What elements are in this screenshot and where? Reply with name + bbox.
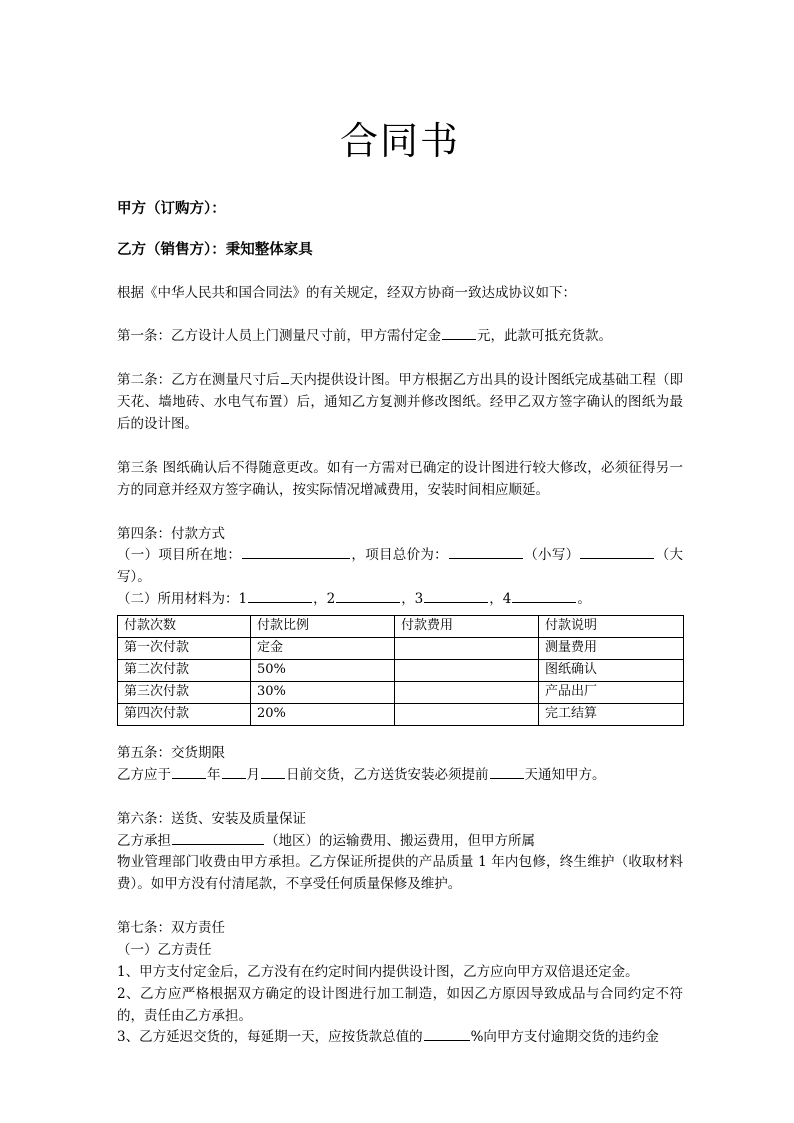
table-cell: 第二次付款 bbox=[118, 659, 251, 681]
materials-end: 。 bbox=[577, 591, 591, 608]
design-days-blank[interactable] bbox=[281, 370, 289, 384]
clause-2-head: 第二条：乙方在测量尺寸后 bbox=[117, 372, 280, 389]
clause-7-item-3 bbox=[117, 1027, 683, 1049]
clause-5-paragraph bbox=[117, 765, 683, 787]
table-cell: 第一次付款 bbox=[118, 637, 251, 659]
table-row bbox=[118, 637, 684, 659]
table-cell: 30% bbox=[251, 681, 395, 703]
preamble-paragraph: 根据《中华人民共和国合同法》的有关规定，经双方协商一致达成协议如下： bbox=[117, 284, 576, 301]
delivery-year-blank[interactable] bbox=[172, 765, 206, 779]
materials-sep-1: ，2 bbox=[313, 591, 336, 608]
table-row bbox=[118, 681, 684, 703]
total-price-words-blank[interactable] bbox=[580, 546, 654, 560]
party-a-line: 甲方（订购方）： bbox=[117, 200, 226, 217]
delivery-month-blank[interactable] bbox=[222, 765, 246, 779]
material-2-blank[interactable] bbox=[336, 589, 400, 603]
penalty-prefix: 3、乙方延迟交货的，每延期一天，应按货款总值的 bbox=[117, 1029, 423, 1046]
table-cell[interactable] bbox=[395, 681, 539, 703]
delivery-prefix: 乙方应于 bbox=[117, 766, 171, 783]
notice-days-blank[interactable] bbox=[490, 765, 524, 779]
clause-5-title: 第五条：交货期限 bbox=[117, 744, 225, 761]
clause-4-title: 第四条：付款方式 bbox=[117, 525, 225, 542]
table-header-cell: 付款次数 bbox=[118, 615, 251, 637]
clause-2-body: 天内提供设计图。甲方根据乙方出具的设计图纸完成基础工程（即天花、墙地砖、水电气布置）后，通知乙方复测并修改图纸。经甲乙双方签字确认的图纸为最后的设计图。 bbox=[117, 372, 684, 432]
table-cell[interactable] bbox=[395, 637, 539, 659]
table-header-cell: 付款比例 bbox=[251, 615, 395, 637]
table-cell: 第三次付款 bbox=[118, 681, 251, 703]
clause-2-paragraph bbox=[117, 370, 683, 436]
clause-7-subtitle: （一）乙方责任 bbox=[117, 941, 212, 958]
material-1-blank[interactable] bbox=[248, 589, 312, 603]
project-location-label: （一）项目所在地： bbox=[117, 547, 242, 564]
table-cell: 完工结算 bbox=[539, 703, 684, 725]
project-total-label: ，项目总价为： bbox=[351, 547, 448, 564]
transport-prefix: 乙方承担 bbox=[117, 832, 171, 849]
table-header-cell: 付款说明 bbox=[539, 615, 684, 637]
clause-7-item-1: 1、甲方支付定金后，乙方没有在约定时间内提供设计图，乙方应向甲方双倍退还定金。 bbox=[117, 963, 639, 980]
penalty-percent-blank[interactable] bbox=[424, 1028, 470, 1042]
clause-6-title: 第六条：送货、安装及质量保证 bbox=[117, 810, 306, 827]
delivery-mid: 日前交货，乙方送货安装必须提前 bbox=[286, 766, 489, 783]
table-cell: 第四次付款 bbox=[118, 703, 251, 725]
table-cell: 定金 bbox=[251, 637, 395, 659]
clause-1-tail: 元，此款可抵充货款。 bbox=[477, 328, 612, 345]
table-cell[interactable] bbox=[395, 659, 539, 681]
table-cell: 20% bbox=[251, 703, 395, 725]
project-location-blank[interactable] bbox=[242, 546, 350, 560]
parties-block bbox=[117, 160, 683, 261]
table-row bbox=[118, 659, 684, 681]
clause-4-item-2 bbox=[117, 589, 683, 611]
table-cell[interactable] bbox=[395, 703, 539, 725]
large-case-label: （大写）。 bbox=[117, 547, 684, 586]
table-cell: 图纸确认 bbox=[539, 659, 684, 681]
table-header-row bbox=[118, 615, 684, 637]
clause-7-item-2: 2、乙方应严格根据双方确定的设计图进行加工制造，如因乙方原因导致成品与合同约定不符的，责任由乙方承担。 bbox=[117, 985, 683, 1024]
table-cell: 产品出厂 bbox=[539, 681, 684, 703]
small-case-label: （小写） bbox=[523, 547, 580, 564]
clause-6-line-1 bbox=[117, 831, 683, 853]
materials-sep-2: ，3 bbox=[401, 591, 424, 608]
payment-schedule-table bbox=[117, 615, 684, 726]
document-body bbox=[117, 0, 683, 1049]
total-price-digits-blank[interactable] bbox=[449, 546, 523, 560]
transport-region-blank[interactable] bbox=[172, 831, 264, 845]
year-label: 年 bbox=[207, 766, 221, 783]
table-cell: 50% bbox=[251, 659, 395, 681]
penalty-tail: %向甲方支付逾期交货的违约金 bbox=[470, 1029, 659, 1046]
deposit-amount-blank[interactable] bbox=[442, 327, 476, 341]
clause-7-title: 第七条：双方责任 bbox=[117, 920, 225, 937]
materials-label: （二）所用材料为：1 bbox=[117, 591, 248, 608]
table-cell: 测量费用 bbox=[539, 637, 684, 659]
material-4-blank[interactable] bbox=[512, 589, 576, 603]
party-b-line: 乙方（销售方）：秉知整体家具 bbox=[117, 240, 313, 258]
materials-sep-3: ，4 bbox=[489, 591, 512, 608]
clause-3-paragraph: 第三条 图纸确认后不得随意更改。如有一方需对已确定的设计图进行较大修改，必须征得另一方的同意并经双方签字确认，按实际情况增减费用，安装时间相应顺延。 bbox=[117, 459, 683, 498]
clause-6-line-2: 物业管理部门收费由甲方承担。乙方保证所提供的产品质量 1 年内包修，终生维护（收取材料费）。如甲方没有付清尾款，不享受任何质量保修及维护。 bbox=[117, 854, 683, 893]
delivery-tail: 天通知甲方。 bbox=[524, 766, 606, 783]
page-title: 合同书 bbox=[339, 119, 460, 163]
material-3-blank[interactable] bbox=[424, 589, 488, 603]
table-row bbox=[118, 703, 684, 725]
delivery-day-blank[interactable] bbox=[261, 765, 285, 779]
table-header-cell: 付款费用 bbox=[395, 615, 539, 637]
transport-tail: （地区）的运输费用、搬运费用，但甲方所属 bbox=[265, 832, 535, 849]
clause-4-item-1 bbox=[117, 545, 683, 589]
clause-1-text: 第一条：乙方设计人员上门测量尺寸前，甲方需付定金 bbox=[117, 328, 441, 345]
clause-1-paragraph bbox=[117, 326, 683, 348]
month-label: 月 bbox=[246, 766, 260, 783]
